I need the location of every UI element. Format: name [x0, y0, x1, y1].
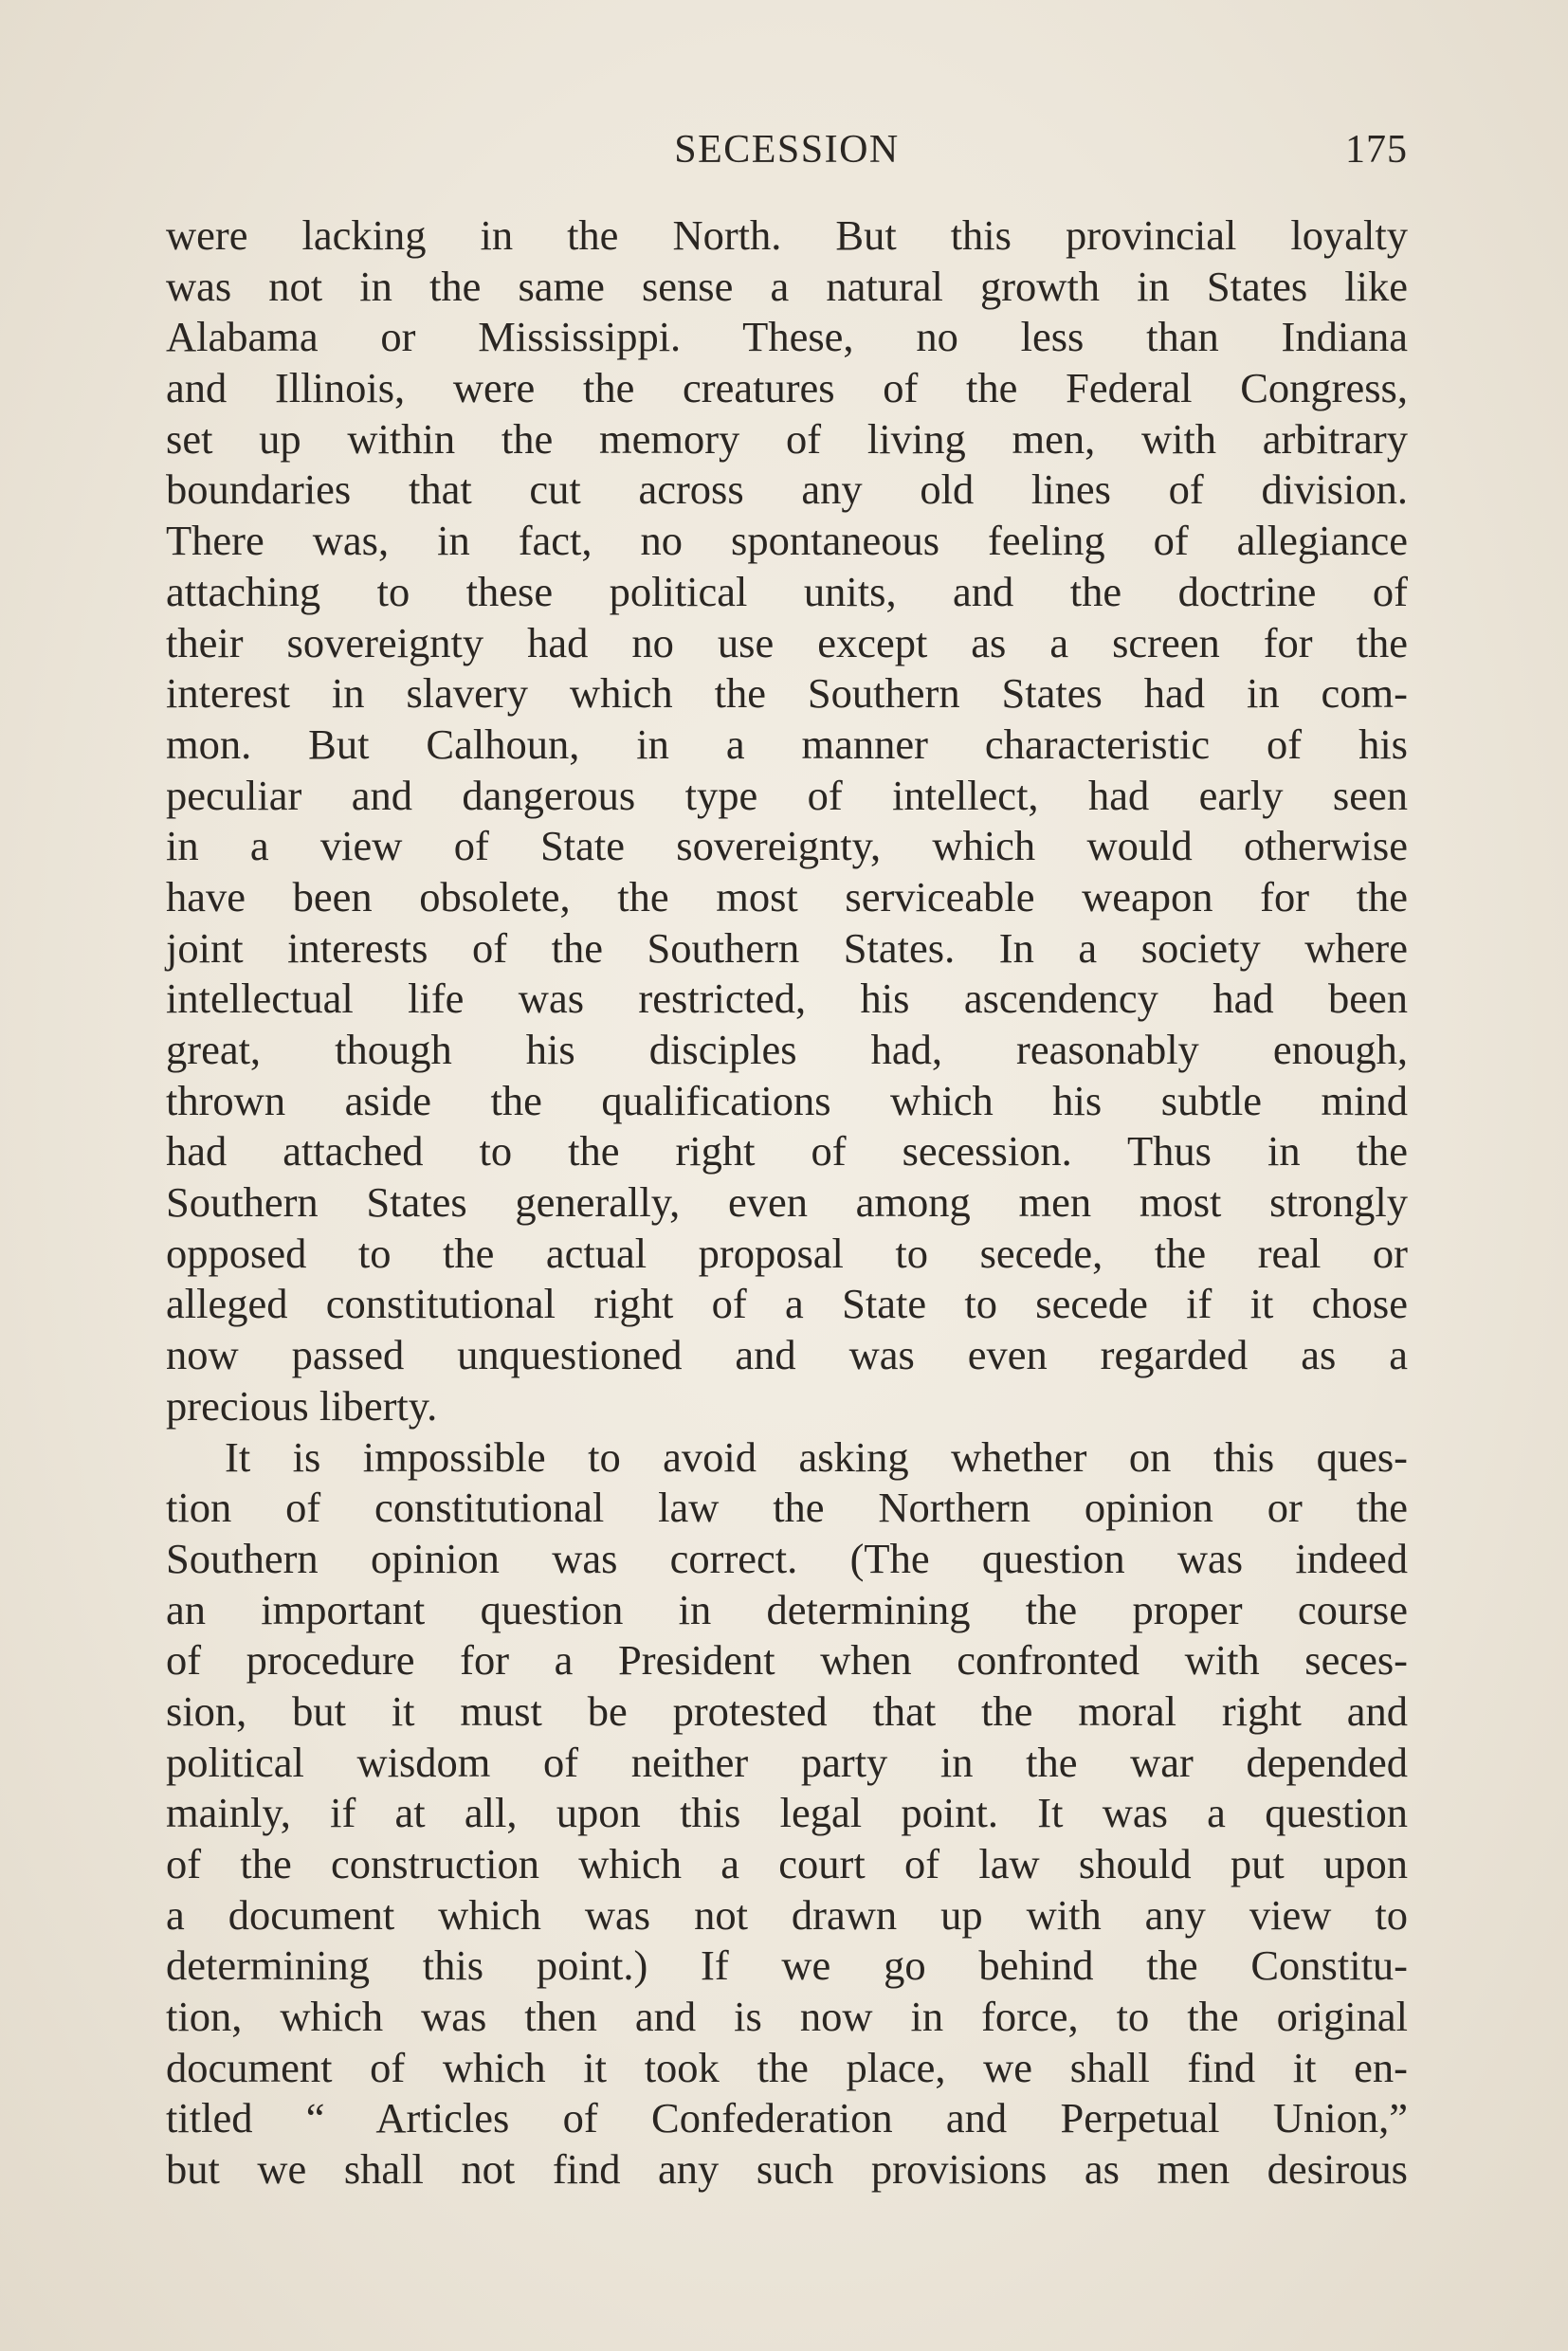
text-line: mainly, if at all, upon this legal point. It was a question [166, 1789, 1408, 1837]
text-line: had attached to the right of secession. Thus in the [166, 1127, 1408, 1176]
text-line: set up within the memory of living men, with arbitrary [166, 414, 1408, 463]
text-line: political wisdom of neither party in the war depended [166, 1738, 1408, 1786]
text-line: but we shall not find any such provisions as men desirous [166, 2145, 1408, 2194]
text-line: now passed unquestioned and was even regarded as a [166, 1331, 1408, 1379]
text-line: joint interests of the Southern States. In a society where [166, 923, 1408, 972]
page-number: 175 [1345, 128, 1408, 172]
text-line: document of which it took the place, we shall find it en- [166, 2043, 1408, 2091]
text-line: tion, which was then and is now in force, to the original [166, 1993, 1408, 2041]
paragraph-first-line: It is impossible to avoid asking whether on this ques- [225, 1432, 1408, 1481]
text-line: in a view of State sovereignty, which would otherwise [166, 822, 1408, 870]
text-line: attaching to these political units, and the doctrine of [166, 567, 1408, 615]
text-line: determining this point.) If we go behind the Constitu- [166, 1941, 1408, 1990]
text-line: There was, in fact, no spontaneous feeling of allegiance [166, 517, 1408, 565]
text-line: great, though his disciples had, reasonably enough, [166, 1026, 1408, 1073]
text-line: of the construction which a court of law should put upon [166, 1840, 1408, 1887]
running-title: SECESSION [674, 128, 900, 172]
text-line: interest in slavery which the Southern States had in com- [166, 669, 1408, 718]
text-line: a document which was not drawn up with any view to [166, 1890, 1408, 1939]
text-line: mon. But Calhoun, in a manner characteristic of his [166, 720, 1408, 768]
text-line: peculiar and dangerous type of intellect, had early seen [166, 771, 1408, 819]
text-line: of procedure for a President when confronted with seces- [166, 1636, 1408, 1685]
text-line: opposed to the actual proposal to secede, the real or [166, 1229, 1408, 1277]
text-line: tion of constitutional law the Northern opinion or the [166, 1484, 1408, 1532]
text-line: Southern opinion was correct. (The question was indeed [166, 1534, 1408, 1582]
text-line: was not in the same sense a natural growth in States like [166, 262, 1408, 310]
text-line: and Illinois, were the creatures of the Federal Congress, [166, 364, 1408, 412]
text-line: boundaries that cut across any old lines of division. [166, 465, 1408, 514]
text-line: were lacking in the North. But this provincial loyalty [166, 211, 1408, 259]
text-line: an important question in determining the proper course [166, 1585, 1408, 1633]
text-line: titled “ Articles of Confederation and Perpetual Union,” [166, 2094, 1408, 2142]
text-line: sion, but it must be protested that the moral right and [166, 1686, 1408, 1735]
body-text [166, 210, 1408, 2196]
text-line: Alabama or Mississippi. These, no less than Indiana [166, 313, 1408, 361]
text-line: have been obsolete, the most serviceable weapon for the [166, 872, 1408, 920]
text-line: their sovereignty had no use except as a screen for the [166, 618, 1408, 666]
text-line: Southern States generally, even among men most strongly [166, 1178, 1408, 1227]
text-line: intellectual life was restricted, his ascendency had been [166, 975, 1408, 1023]
running-head [166, 121, 1408, 178]
text-line: thrown aside the qualifications which his subtle mind [166, 1076, 1408, 1124]
text-line: alleged constitutional right of a State to secede if it chose [166, 1280, 1408, 1328]
paragraph-end-line: precious liberty. [166, 1381, 438, 1430]
